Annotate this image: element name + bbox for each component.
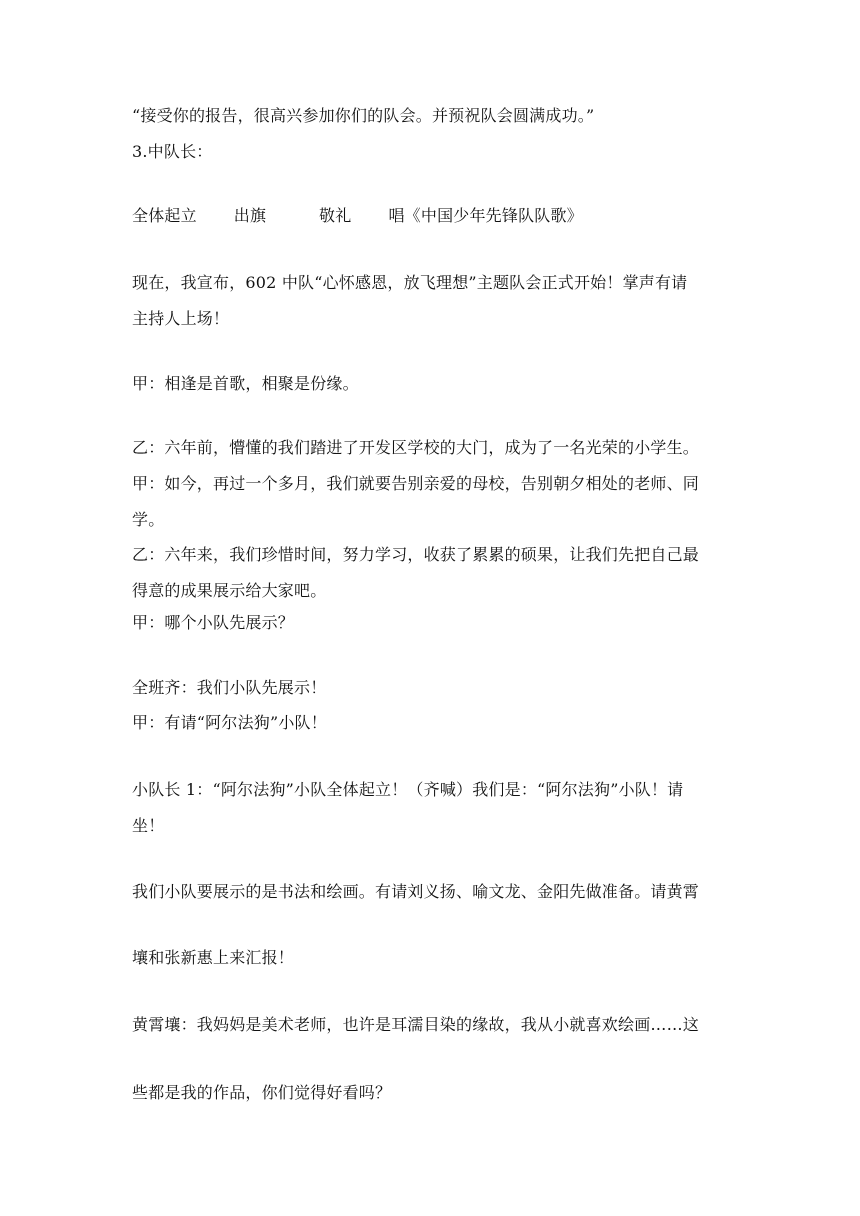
text-line-19: 黄霄壤：我妈妈是美术老师，也许是耳濡目染的缘故，我从小就喜欢绘画……这 xyxy=(132,1015,700,1034)
text-line-12: 甲：哪个小队先展示？ xyxy=(132,613,295,632)
text-line-6: 甲：相逢是首歌，相聚是份缘。 xyxy=(132,374,359,393)
text-line-1: “接受你的报告，很高兴参加你们的队会。并预祝队会圆满成功。” xyxy=(132,106,595,125)
text-line-15: 小队长 1：“阿尔法狗”小队全体起立！（齐喊）我们是：“阿尔法狗”小队！请 xyxy=(132,780,684,799)
text-line-9: 学。 xyxy=(132,510,165,529)
text-line-17: 我们小队要展示的是书法和绘画。有请刘义扬、喻文龙、金阳先做准备。请黄霄 xyxy=(132,882,700,901)
text-line-14: 甲：有请“阿尔法狗”小队！ xyxy=(132,713,327,732)
text-line-13: 全班齐：我们小队先展示！ xyxy=(132,678,327,697)
text-line-3: 全体起立 出旗 敬礼 唱《中国少年先锋队队歌》 xyxy=(132,206,583,225)
text-line-11: 得意的成果展示给大家吧。 xyxy=(132,581,327,600)
text-line-8: 甲：如今，再过一个多月，我们就要告别亲爱的母校，告别朝夕相处的老师、同 xyxy=(132,474,700,493)
text-line-5: 主持人上场！ xyxy=(132,309,230,328)
text-line-4: 现在，我宣布，602 中队“心怀感恩，放飞理想”主题队会正式开始！掌声有请 xyxy=(132,273,688,292)
text-line-2: 3.中队长： xyxy=(132,142,213,161)
text-line-20: 些都是我的作品，你们觉得好看吗？ xyxy=(132,1083,392,1102)
text-line-7: 乙：六年前，懵懂的我们踏进了开发区学校的大门，成为了一名光荣的小学生。 xyxy=(132,438,700,457)
text-line-16: 坐！ xyxy=(132,816,165,835)
text-line-18: 壤和张新惠上来汇报！ xyxy=(132,948,295,967)
text-line-10: 乙：六年来，我们珍惜时间，努力学习，收获了累累的硕果，让我们先把自己最 xyxy=(132,545,700,564)
